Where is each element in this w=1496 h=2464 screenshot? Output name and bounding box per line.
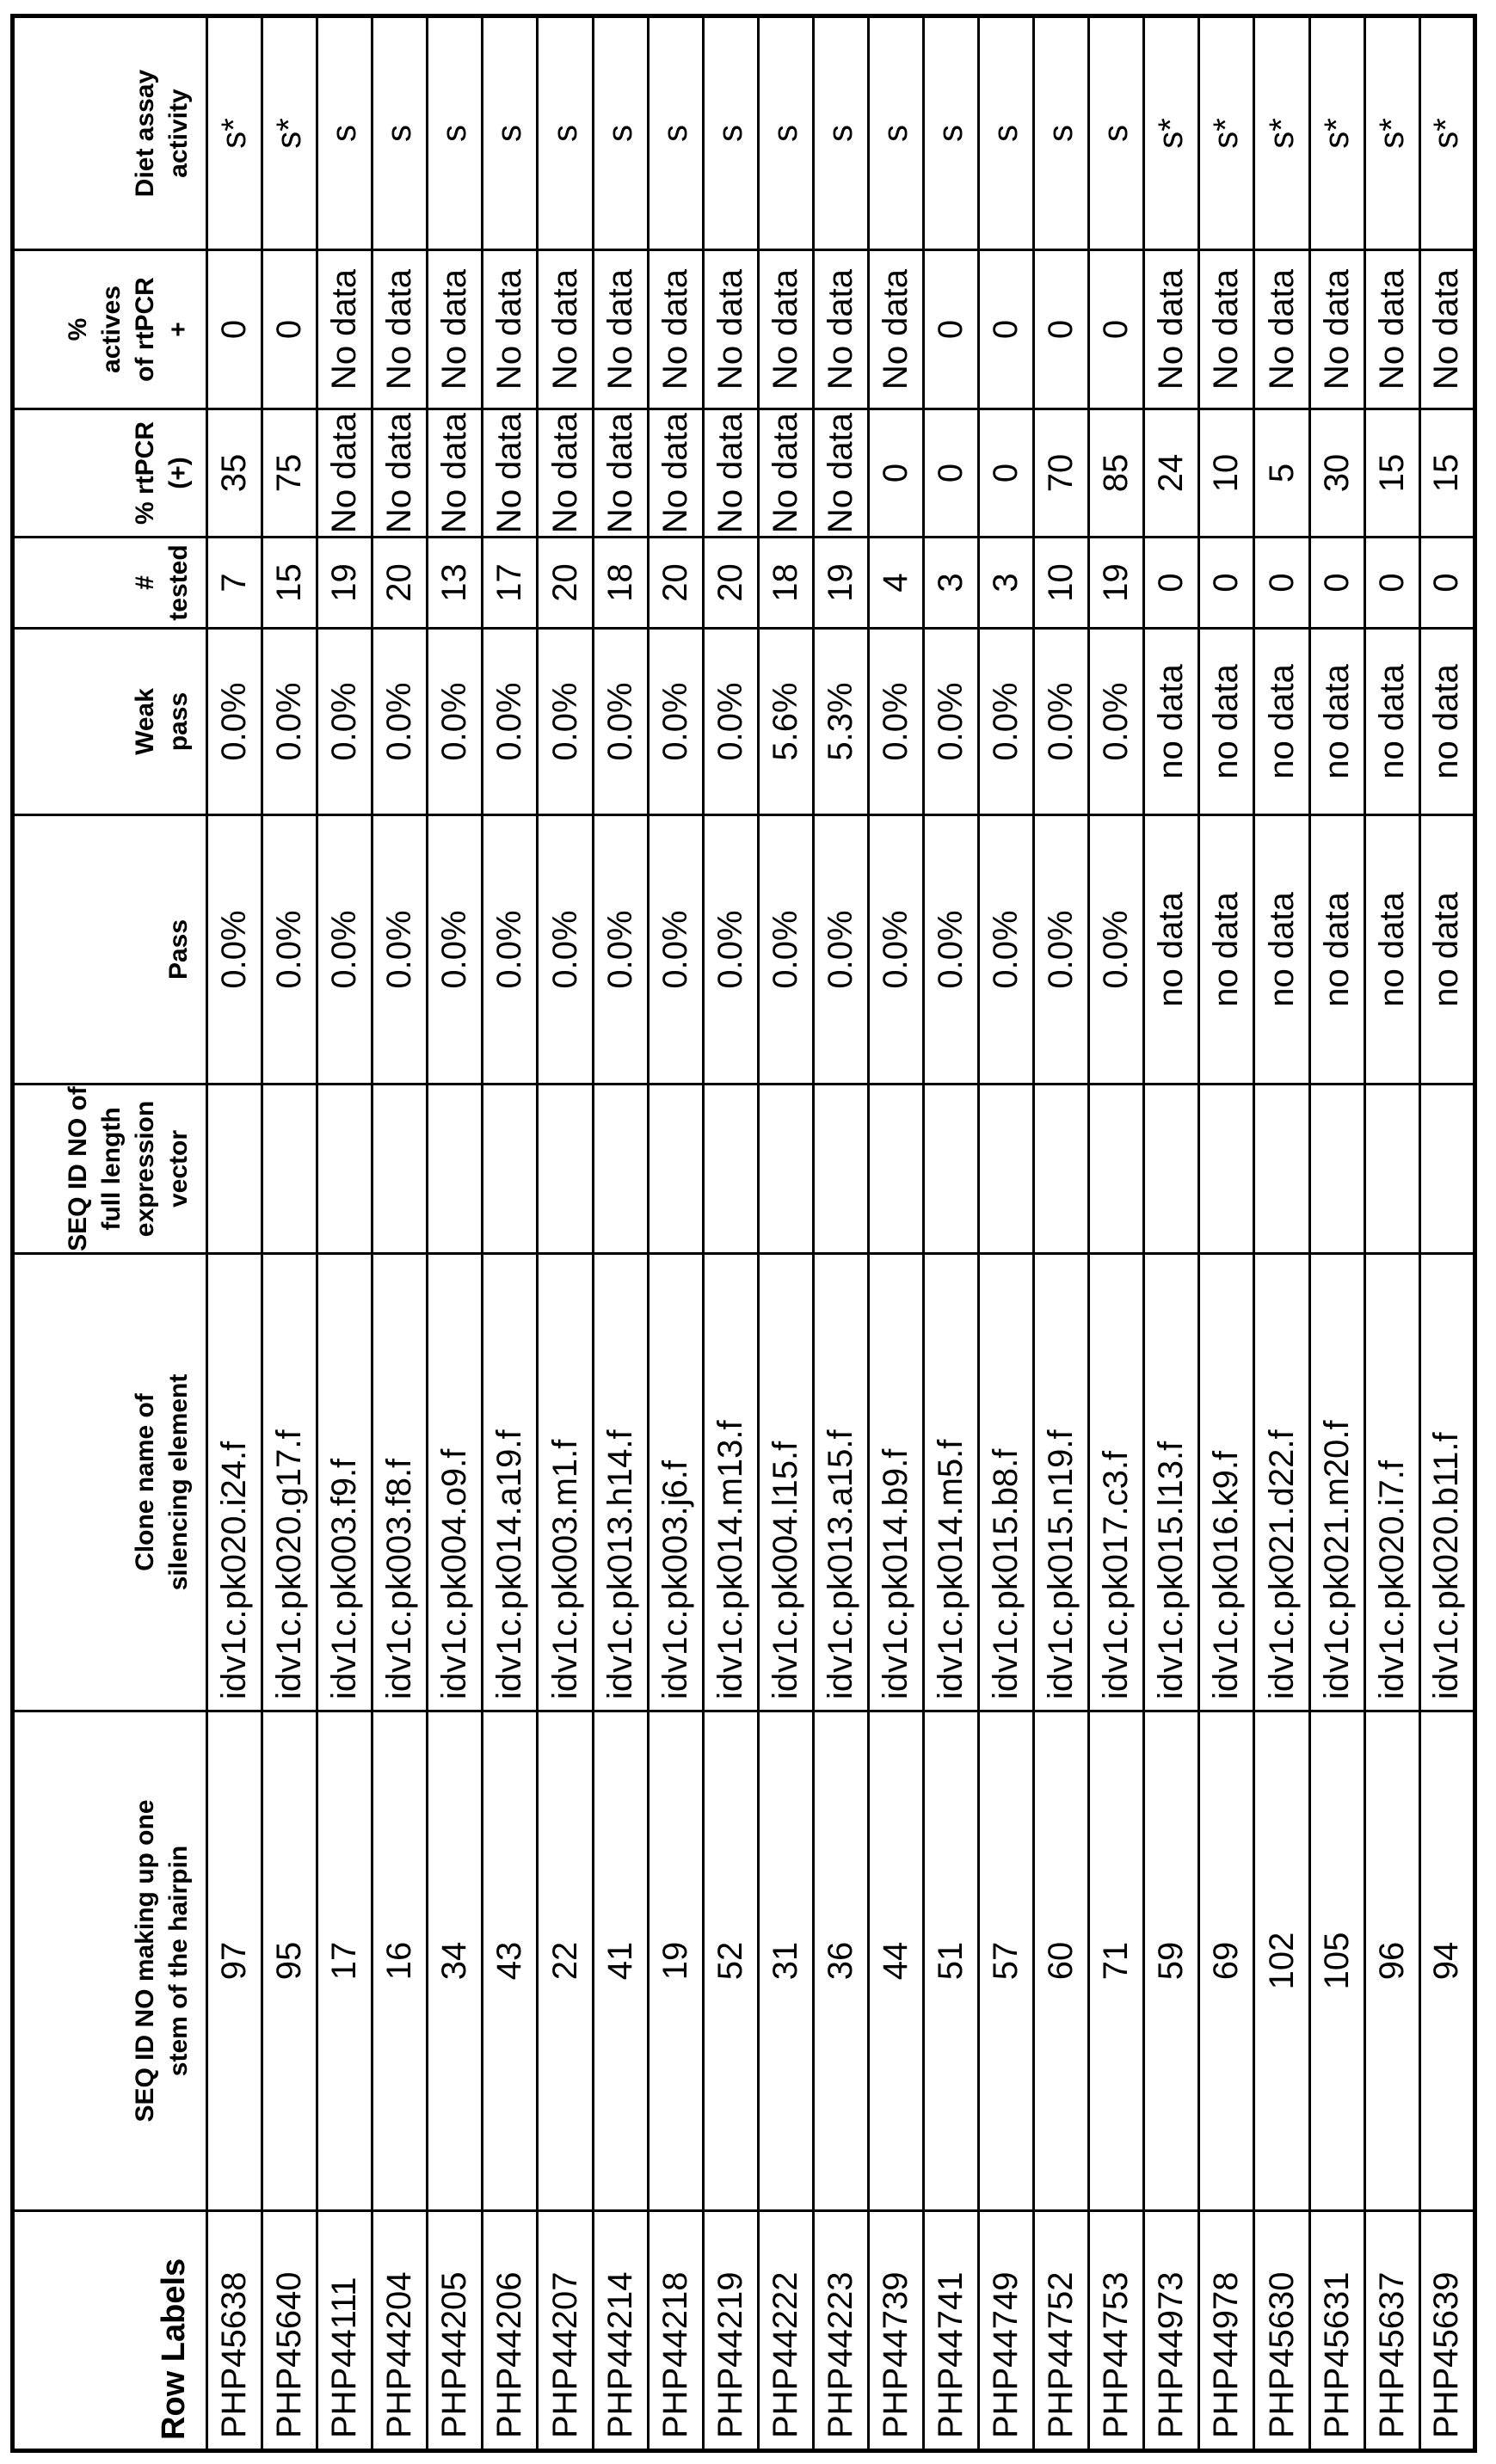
column-header-weak_pass	[13, 629, 207, 815]
cell-actives: No data	[428, 250, 483, 409]
cell-diet: s	[1034, 16, 1089, 250]
cell-label: PHP44973	[1144, 2211, 1199, 2451]
cell-tested: 0	[1309, 538, 1364, 629]
cell-pass: 0.0%	[1089, 815, 1144, 1085]
cell-pass: 0.0%	[813, 815, 868, 1085]
cell-stem: 97	[207, 1711, 262, 2211]
table-row	[813, 16, 868, 2451]
table-header	[13, 16, 207, 2451]
cell-pass: 0.0%	[207, 815, 262, 1085]
cell-rtpcr: 0	[924, 409, 979, 538]
cell-rtpcr: 30	[1309, 409, 1364, 538]
cell-actives: No data	[372, 250, 428, 409]
column-header-line: #	[131, 575, 159, 590]
cell-pass: 0.0%	[593, 815, 648, 1085]
column-header-line: vector	[164, 1129, 193, 1208]
cell-rtpcr: No data	[372, 409, 428, 538]
cell-vector	[317, 1085, 372, 1254]
cell-diet: s	[593, 16, 648, 250]
cell-tested: 19	[813, 538, 868, 629]
cell-rtpcr: No data	[428, 409, 483, 538]
cell-rtpcr: No data	[538, 409, 593, 538]
column-header-line: Row Labels	[155, 2258, 192, 2440]
cell-weak_pass: 5.6%	[758, 629, 813, 815]
cell-diet: s*	[262, 16, 317, 250]
cell-label: PHP44218	[648, 2211, 703, 2451]
column-header-line: % rtPCR	[131, 421, 159, 525]
cell-rtpcr: 75	[262, 409, 317, 538]
column-header-line: +	[164, 322, 193, 337]
rotated-table-stage	[10, 18, 1477, 2453]
table-row	[703, 16, 758, 2451]
cell-pass: 0.0%	[317, 815, 372, 1085]
cell-diet: s*	[1419, 16, 1474, 250]
column-header-line: SEQ ID NO of	[64, 1086, 92, 1251]
cell-clone: idv1c.pk003.f9.f	[317, 1254, 372, 1711]
cell-vector	[428, 1085, 483, 1254]
cell-pass: 0.0%	[483, 815, 538, 1085]
column-header-line: actives	[97, 286, 126, 373]
cell-vector	[1199, 1085, 1254, 1254]
cell-weak_pass: 0.0%	[1034, 629, 1089, 815]
cell-tested: 0	[1254, 538, 1309, 629]
column-header-line: SEQ ID NO making up one	[131, 1799, 159, 2123]
cell-stem: 17	[317, 1711, 372, 2211]
table-row	[483, 16, 538, 2451]
table-row	[924, 16, 979, 2451]
cell-tested: 20	[538, 538, 593, 629]
cell-clone: idv1c.pk020.i7.f	[1364, 1254, 1419, 1711]
cell-diet: s*	[1199, 16, 1254, 250]
cell-stem: 71	[1089, 1711, 1144, 2211]
cell-vector	[813, 1085, 868, 1254]
cell-rtpcr: No data	[648, 409, 703, 538]
cell-actives: No data	[1254, 250, 1309, 409]
cell-rtpcr: No data	[593, 409, 648, 538]
column-header-line: Diet assay	[131, 69, 159, 198]
cell-stem: 95	[262, 1711, 317, 2211]
cell-rtpcr: No data	[483, 409, 538, 538]
column-header-actives	[13, 250, 207, 409]
cell-label: PHP44111	[317, 2211, 372, 2451]
cell-actives: No data	[538, 250, 593, 409]
cell-tested: 19	[1089, 538, 1144, 629]
cell-weak_pass: 0.0%	[868, 629, 923, 815]
table-row	[1089, 16, 1144, 2451]
cell-clone: idv1c.pk004.o9.f	[428, 1254, 483, 1711]
cell-actives: 0	[924, 250, 979, 409]
cell-rtpcr: No data	[758, 409, 813, 538]
column-header-line: silencing element	[164, 1373, 193, 1591]
cell-stem: 43	[483, 1711, 538, 2211]
cell-stem: 105	[1309, 1711, 1364, 2211]
cell-tested: 4	[868, 538, 923, 629]
cell-stem: 69	[1199, 1711, 1254, 2211]
cell-pass: 0.0%	[979, 815, 1034, 1085]
cell-rtpcr: 15	[1364, 409, 1419, 538]
cell-pass: 0.0%	[758, 815, 813, 1085]
table-row	[207, 16, 262, 2451]
cell-stem: 60	[1034, 1711, 1089, 2211]
cell-actives: No data	[758, 250, 813, 409]
cell-clone: idv1c.pk017.c3.f	[1089, 1254, 1144, 1711]
cell-vector	[593, 1085, 648, 1254]
cell-label: PHP44223	[813, 2211, 868, 2451]
cell-label: PHP45630	[1254, 2211, 1309, 2451]
cell-label: PHP45639	[1419, 2211, 1474, 2451]
cell-weak_pass: 0.0%	[538, 629, 593, 815]
cell-vector	[538, 1085, 593, 1254]
table-row	[262, 16, 317, 2451]
column-header-line: Clone name of	[131, 1393, 159, 1571]
cell-label: PHP44222	[758, 2211, 813, 2451]
cell-tested: 19	[317, 538, 372, 629]
cell-clone: idv1c.pk003.j6.f	[648, 1254, 703, 1711]
cell-weak_pass: no data	[1309, 629, 1364, 815]
cell-tested: 17	[483, 538, 538, 629]
column-header-pass	[13, 815, 207, 1085]
cell-label: PHP44978	[1199, 2211, 1254, 2451]
cell-clone: idv1c.pk015.l13.f	[1144, 1254, 1199, 1711]
cell-pass: no data	[1419, 815, 1474, 1085]
cell-stem: 31	[758, 1711, 813, 2211]
cell-vector	[1089, 1085, 1144, 1254]
cell-vector	[1364, 1085, 1419, 1254]
cell-label: PHP45638	[207, 2211, 262, 2451]
cell-label: PHP44739	[868, 2211, 923, 2451]
table-row	[868, 16, 923, 2451]
cell-diet: s	[428, 16, 483, 250]
cell-label: PHP44206	[483, 2211, 538, 2451]
cell-pass: no data	[1144, 815, 1199, 1085]
cell-tested: 3	[979, 538, 1034, 629]
cell-vector	[1309, 1085, 1364, 1254]
column-header-line: stem of the hairpin	[164, 1845, 193, 2077]
cell-weak_pass: 0.0%	[207, 629, 262, 815]
cell-rtpcr: No data	[317, 409, 372, 538]
table-row	[372, 16, 428, 2451]
cell-pass: no data	[1254, 815, 1309, 1085]
cell-diet: s	[979, 16, 1034, 250]
cell-tested: 10	[1034, 538, 1089, 629]
cell-stem: 19	[648, 1711, 703, 2211]
cell-rtpcr: No data	[813, 409, 868, 538]
cell-label: PHP44752	[1034, 2211, 1089, 2451]
cell-pass: 0.0%	[372, 815, 428, 1085]
cell-diet: s	[483, 16, 538, 250]
cell-stem: 96	[1364, 1711, 1419, 2211]
cell-tested: 20	[372, 538, 428, 629]
cell-tested: 7	[207, 538, 262, 629]
cell-vector	[483, 1085, 538, 1254]
cell-pass: 0.0%	[924, 815, 979, 1085]
cell-tested: 0	[1364, 538, 1419, 629]
cell-weak_pass: no data	[1254, 629, 1309, 815]
cell-stem: 59	[1144, 1711, 1199, 2211]
cell-label: PHP44205	[428, 2211, 483, 2451]
cell-tested: 18	[593, 538, 648, 629]
cell-stem: 57	[979, 1711, 1034, 2211]
cell-stem: 44	[868, 1711, 923, 2211]
cell-diet: s	[648, 16, 703, 250]
column-header-line: tested	[164, 544, 193, 621]
cell-tested: 15	[262, 538, 317, 629]
cell-vector	[703, 1085, 758, 1254]
cell-vector	[979, 1085, 1034, 1254]
cell-rtpcr: 35	[207, 409, 262, 538]
cell-actives: 0	[207, 250, 262, 409]
cell-weak_pass: 0.0%	[262, 629, 317, 815]
cell-diet: s*	[1254, 16, 1309, 250]
cell-clone: idv1c.pk003.m1.f	[538, 1254, 593, 1711]
cell-label: PHP45640	[262, 2211, 317, 2451]
cell-vector	[207, 1085, 262, 1254]
cell-weak_pass: 0.0%	[979, 629, 1034, 815]
cell-rtpcr: 0	[868, 409, 923, 538]
cell-actives: 0	[1089, 250, 1144, 409]
table-row	[1309, 16, 1364, 2451]
column-header-line: full length	[97, 1107, 126, 1231]
cell-actives: No data	[648, 250, 703, 409]
cell-actives: No data	[317, 250, 372, 409]
cell-vector	[758, 1085, 813, 1254]
cell-rtpcr: 85	[1089, 409, 1144, 538]
cell-tested: 3	[924, 538, 979, 629]
column-header-line: Pass	[164, 919, 193, 980]
cell-rtpcr: 10	[1199, 409, 1254, 538]
table-row	[428, 16, 483, 2451]
table-row	[1419, 16, 1474, 2451]
cell-diet: s	[868, 16, 923, 250]
cell-actives: No data	[1144, 250, 1199, 409]
cell-actives: No data	[813, 250, 868, 409]
cell-weak_pass: 5.3%	[813, 629, 868, 815]
cell-tested: 0	[1419, 538, 1474, 629]
cell-clone: idv1c.pk014.a19.f	[483, 1254, 538, 1711]
cell-actives: No data	[1419, 250, 1474, 409]
cell-pass: no data	[1364, 815, 1419, 1085]
column-header-line: expression	[131, 1100, 159, 1238]
cell-actives: No data	[1199, 250, 1254, 409]
cell-pass: 0.0%	[648, 815, 703, 1085]
cell-weak_pass: 0.0%	[593, 629, 648, 815]
cell-diet: s	[317, 16, 372, 250]
cell-clone: idv1c.pk020.b11.f	[1419, 1254, 1474, 1711]
cell-rtpcr: 24	[1144, 409, 1199, 538]
cell-tested: 18	[758, 538, 813, 629]
column-header-clone	[13, 1254, 207, 1711]
cell-stem: 22	[538, 1711, 593, 2211]
cell-vector	[1144, 1085, 1199, 1254]
table-row	[1034, 16, 1089, 2451]
column-header-line: Weak	[131, 688, 159, 755]
cell-weak_pass: 0.0%	[703, 629, 758, 815]
cell-label: PHP44749	[979, 2211, 1034, 2451]
column-header-line: pass	[164, 691, 193, 752]
cell-actives: No data	[483, 250, 538, 409]
cell-actives: 0	[979, 250, 1034, 409]
column-header-line: (+)	[164, 457, 193, 489]
table-row	[979, 16, 1034, 2451]
cell-tested: 20	[648, 538, 703, 629]
cell-stem: 94	[1419, 1711, 1474, 2211]
column-header-label	[13, 2211, 207, 2451]
cell-clone: idv1c.pk003.f8.f	[372, 1254, 428, 1711]
table-row	[593, 16, 648, 2451]
header-row	[13, 16, 207, 2451]
cell-label: PHP44753	[1089, 2211, 1144, 2451]
cell-label: PHP44214	[593, 2211, 648, 2451]
cell-tested: 20	[703, 538, 758, 629]
cell-pass: 0.0%	[868, 815, 923, 1085]
table-row	[1254, 16, 1309, 2451]
cell-rtpcr: 0	[979, 409, 1034, 538]
cell-clone: idv1c.pk015.b8.f	[979, 1254, 1034, 1711]
cell-rtpcr: No data	[703, 409, 758, 538]
table-row	[758, 16, 813, 2451]
table-row	[317, 16, 372, 2451]
cell-diet: s*	[1144, 16, 1199, 250]
cell-diet: s	[703, 16, 758, 250]
cell-label: PHP45631	[1309, 2211, 1364, 2451]
cell-rtpcr: 5	[1254, 409, 1309, 538]
cell-diet: s*	[1309, 16, 1364, 250]
column-header-diet	[13, 16, 207, 250]
cell-stem: 34	[428, 1711, 483, 2211]
cell-clone: idv1c.pk014.m5.f	[924, 1254, 979, 1711]
cell-vector	[1034, 1085, 1089, 1254]
cell-pass: 0.0%	[538, 815, 593, 1085]
cell-label: PHP45637	[1364, 2211, 1419, 2451]
cell-vector	[868, 1085, 923, 1254]
column-header-rtpcr	[13, 409, 207, 538]
silencing-element-results-table	[10, 14, 1477, 2453]
cell-clone: idv1c.pk014.b9.f	[868, 1254, 923, 1711]
cell-clone: idv1c.pk015.n19.f	[1034, 1254, 1089, 1711]
table-body	[207, 16, 1475, 2451]
cell-weak_pass: 0.0%	[1089, 629, 1144, 815]
cell-weak_pass: 0.0%	[317, 629, 372, 815]
cell-weak_pass: 0.0%	[428, 629, 483, 815]
cell-stem: 36	[813, 1711, 868, 2211]
cell-actives: No data	[1364, 250, 1419, 409]
column-header-stem	[13, 1711, 207, 2211]
cell-clone: idv1c.pk013.a15.f	[813, 1254, 868, 1711]
column-header-line: %	[64, 317, 92, 341]
cell-tested: 13	[428, 538, 483, 629]
cell-pass: no data	[1199, 815, 1254, 1085]
cell-vector	[372, 1085, 428, 1254]
cell-tested: 0	[1144, 538, 1199, 629]
cell-clone: idv1c.pk020.i24.f	[207, 1254, 262, 1711]
cell-weak_pass: 0.0%	[372, 629, 428, 815]
cell-pass: 0.0%	[703, 815, 758, 1085]
cell-pass: 0.0%	[1034, 815, 1089, 1085]
cell-actives: 0	[262, 250, 317, 409]
column-header-vector	[13, 1085, 207, 1254]
cell-vector	[1254, 1085, 1309, 1254]
cell-weak_pass: no data	[1419, 629, 1474, 815]
cell-label: PHP44741	[924, 2211, 979, 2451]
cell-stem: 41	[593, 1711, 648, 2211]
cell-weak_pass: 0.0%	[648, 629, 703, 815]
cell-stem: 52	[703, 1711, 758, 2211]
cell-actives: No data	[703, 250, 758, 409]
cell-diet: s	[372, 16, 428, 250]
cell-diet: s	[1089, 16, 1144, 250]
cell-actives: No data	[1309, 250, 1364, 409]
cell-stem: 16	[372, 1711, 428, 2211]
cell-clone: idv1c.pk013.h14.f	[593, 1254, 648, 1711]
table-row	[538, 16, 593, 2451]
cell-actives: No data	[868, 250, 923, 409]
cell-diet: s*	[1364, 16, 1419, 250]
cell-stem: 102	[1254, 1711, 1309, 2211]
cell-vector	[262, 1085, 317, 1254]
cell-clone: idv1c.pk020.g17.f	[262, 1254, 317, 1711]
cell-stem: 51	[924, 1711, 979, 2211]
cell-clone: idv1c.pk004.l15.f	[758, 1254, 813, 1711]
table-row	[1364, 16, 1419, 2451]
cell-pass: 0.0%	[262, 815, 317, 1085]
table-row	[648, 16, 703, 2451]
cell-diet: s	[758, 16, 813, 250]
cell-rtpcr: 70	[1034, 409, 1089, 538]
cell-actives: 0	[1034, 250, 1089, 409]
cell-rtpcr: 15	[1419, 409, 1474, 538]
cell-pass: 0.0%	[428, 815, 483, 1085]
cell-diet: s	[813, 16, 868, 250]
column-header-line: of rtPCR	[131, 277, 159, 382]
cell-weak_pass: no data	[1364, 629, 1419, 815]
cell-label: PHP44219	[703, 2211, 758, 2451]
cell-diet: s	[924, 16, 979, 250]
table-row	[1144, 16, 1199, 2451]
column-header-line: activity	[164, 89, 193, 178]
cell-vector	[648, 1085, 703, 1254]
logical-table-wrapper	[10, 18, 1477, 2453]
cell-clone: idv1c.pk021.d22.f	[1254, 1254, 1309, 1711]
cell-label: PHP44207	[538, 2211, 593, 2451]
cell-weak_pass: 0.0%	[483, 629, 538, 815]
cell-weak_pass: no data	[1144, 629, 1199, 815]
cell-weak_pass: no data	[1199, 629, 1254, 815]
cell-vector	[924, 1085, 979, 1254]
cell-label: PHP44204	[372, 2211, 428, 2451]
column-header-tested	[13, 538, 207, 629]
cell-actives: No data	[593, 250, 648, 409]
table-row	[1199, 16, 1254, 2451]
cell-diet: s*	[207, 16, 262, 250]
cell-clone: idv1c.pk014.m13.f	[703, 1254, 758, 1711]
cell-clone: idv1c.pk016.k9.f	[1199, 1254, 1254, 1711]
cell-pass: no data	[1309, 815, 1364, 1085]
cell-weak_pass: 0.0%	[924, 629, 979, 815]
cell-vector	[1419, 1085, 1474, 1254]
cell-clone: idv1c.pk021.m20.f	[1309, 1254, 1364, 1711]
cell-tested: 0	[1199, 538, 1254, 629]
cell-diet: s	[538, 16, 593, 250]
